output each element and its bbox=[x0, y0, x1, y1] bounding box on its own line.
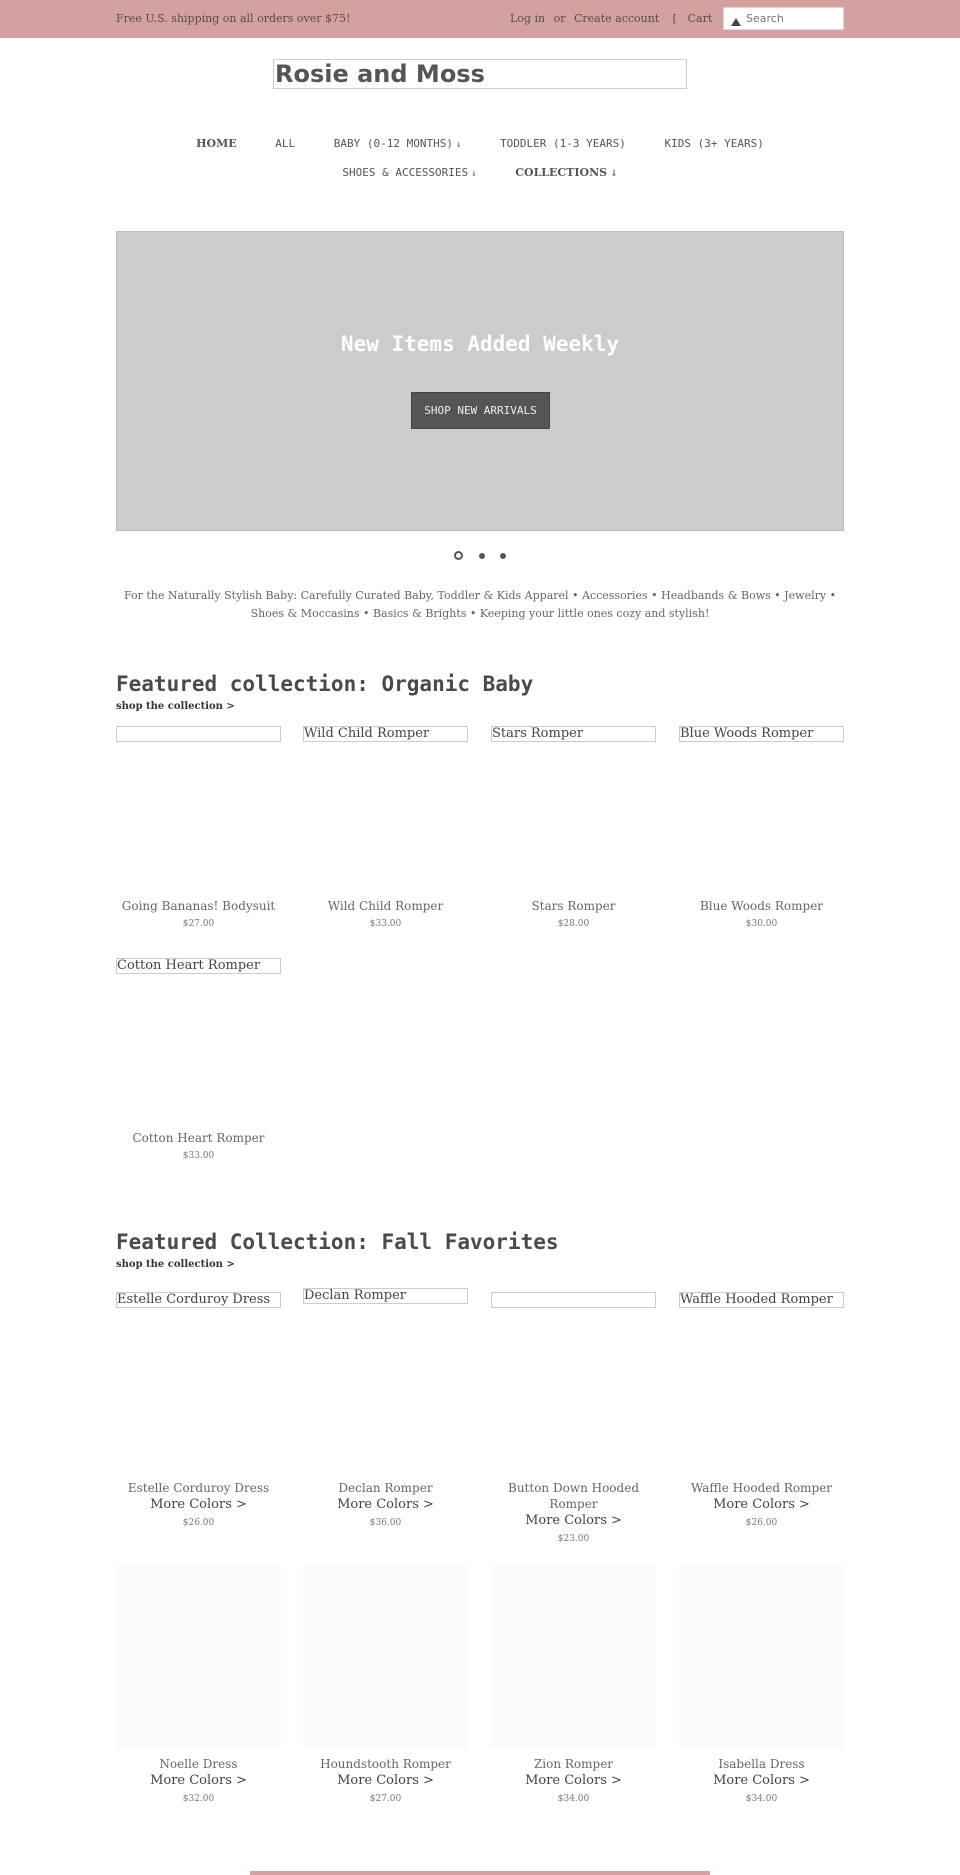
nav-all[interactable]: ALL bbox=[275, 137, 296, 150]
product-card[interactable] bbox=[679, 726, 844, 931]
product-name[interactable]: Cotton Heart Romper bbox=[132, 1131, 265, 1145]
product-price: $32.00 bbox=[182, 1794, 215, 1804]
product-image[interactable] bbox=[116, 726, 281, 742]
create-account-link[interactable]: Create account bbox=[573, 12, 660, 25]
nav-kids[interactable]: KIDS (3+ YEARS) bbox=[664, 137, 764, 150]
section-title-organic-baby: Featured collection: Organic Baby bbox=[116, 672, 534, 696]
product-price: $27.00 bbox=[369, 1794, 402, 1804]
product-image[interactable]: Cotton Heart Romper bbox=[116, 958, 281, 974]
product-name[interactable]: Isabella Dress bbox=[718, 1757, 805, 1771]
announcement-bar bbox=[0, 0, 960, 38]
nav-collections[interactable] bbox=[515, 166, 617, 179]
login-link[interactable]: Log in bbox=[510, 12, 546, 25]
product-card[interactable] bbox=[303, 1566, 468, 1806]
product-card[interactable] bbox=[303, 726, 468, 931]
more-colors-link[interactable]: More Colors > bbox=[150, 1773, 247, 1788]
search-input[interactable] bbox=[746, 10, 840, 27]
product-price: $28.00 bbox=[557, 919, 590, 929]
product-image[interactable]: Stars Romper bbox=[491, 726, 656, 742]
shop-collection-link[interactable]: shop the collection > bbox=[116, 1259, 235, 1270]
more-colors-link[interactable]: More Colors > bbox=[713, 1497, 810, 1512]
product-image[interactable] bbox=[491, 1292, 656, 1308]
product-name[interactable]: Going Bananas! Bodysuit bbox=[121, 899, 276, 913]
product-price: $34.00 bbox=[745, 1794, 778, 1804]
nav-toddler[interactable]: TODDLER (1-3 YEARS) bbox=[500, 137, 626, 150]
slide-dot-2[interactable] bbox=[479, 553, 485, 559]
store-tagline: For the Naturally Stylish Baby: Carefully Curated Baby, Toddler & Kids Apparel • Accessories • Headbands & Bows • Jewelry • Shoes & Moccasins • Basics & Brights • Keeping your little ones cozy and stylish! bbox=[123, 589, 837, 620]
product-card[interactable] bbox=[491, 1566, 656, 1806]
more-colors-link[interactable]: More Colors > bbox=[150, 1497, 247, 1512]
product-card[interactable] bbox=[116, 1292, 281, 1530]
slide-dot-1[interactable] bbox=[454, 551, 463, 560]
product-image[interactable] bbox=[303, 1566, 468, 1748]
shop-collection-link[interactable]: shop the collection > bbox=[116, 701, 235, 712]
shop-new-arrivals-button[interactable]: SHOP NEW ARRIVALS bbox=[411, 392, 550, 429]
product-name[interactable]: Blue Woods Romper bbox=[699, 899, 824, 913]
search-form bbox=[723, 7, 844, 30]
main-nav-row-2 bbox=[0, 166, 960, 179]
nav-shoes-label: SHOES & ACCESSORIES bbox=[342, 166, 469, 179]
nav-collections-label: COLLECTIONS bbox=[515, 166, 608, 179]
product-card[interactable] bbox=[116, 1566, 281, 1806]
cart-icon: [ bbox=[671, 12, 678, 25]
product-price: $33.00 bbox=[369, 919, 402, 929]
product-image[interactable] bbox=[679, 1566, 844, 1748]
product-name[interactable]: Button Down Hooded Romper bbox=[508, 1481, 639, 1511]
product-name[interactable]: Noelle Dress bbox=[159, 1757, 238, 1771]
cart-link[interactable] bbox=[671, 12, 712, 25]
product-image[interactable]: Waffle Hooded Romper bbox=[679, 1292, 844, 1308]
product-card[interactable] bbox=[116, 958, 281, 1163]
more-colors-link[interactable]: More Colors > bbox=[525, 1773, 622, 1788]
more-colors-link[interactable]: More Colors > bbox=[337, 1497, 434, 1512]
section-title-fall-favorites: Featured Collection: Fall Favorites bbox=[116, 1230, 559, 1254]
product-name[interactable]: Wild Child Romper bbox=[327, 899, 444, 913]
product-image[interactable]: Wild Child Romper bbox=[303, 726, 468, 742]
product-name[interactable]: Waffle Hooded Romper bbox=[690, 1481, 833, 1495]
more-colors-link[interactable]: More Colors > bbox=[337, 1773, 434, 1788]
shipping-notice: Free U.S. shipping on all orders over $75! bbox=[116, 12, 351, 25]
slideshow-dots bbox=[0, 545, 960, 564]
footer-divider bbox=[250, 1871, 710, 1875]
product-image[interactable]: Blue Woods Romper bbox=[679, 726, 844, 742]
product-price: $30.00 bbox=[745, 919, 778, 929]
hero-title: New Items Added Weekly bbox=[340, 332, 620, 356]
product-price: $26.00 bbox=[182, 1518, 215, 1528]
search-icon[interactable] bbox=[731, 18, 741, 26]
product-card[interactable] bbox=[491, 1292, 656, 1546]
product-price: $27.00 bbox=[182, 919, 215, 929]
product-card[interactable] bbox=[116, 726, 281, 931]
chevron-down-icon: ↓ bbox=[456, 140, 462, 150]
nav-baby-label: BABY (0-12 MONTHS) bbox=[333, 137, 454, 150]
more-colors-link[interactable]: More Colors > bbox=[713, 1773, 810, 1788]
product-price: $34.00 bbox=[557, 1794, 590, 1804]
product-card[interactable] bbox=[303, 1288, 468, 1530]
product-card[interactable] bbox=[679, 1566, 844, 1806]
product-price: $23.00 bbox=[557, 1534, 590, 1544]
product-name[interactable]: Houndstooth Romper bbox=[320, 1757, 451, 1771]
product-image[interactable] bbox=[491, 1566, 656, 1748]
nav-shoes-accessories[interactable] bbox=[342, 166, 476, 179]
product-price: $36.00 bbox=[369, 1518, 402, 1528]
product-price: $33.00 bbox=[182, 1151, 215, 1161]
chevron-down-icon: ↓ bbox=[471, 169, 477, 179]
account-links bbox=[510, 12, 664, 25]
product-name[interactable]: Stars Romper bbox=[531, 899, 616, 913]
or-text: or bbox=[553, 12, 566, 25]
chevron-down-icon: ↓ bbox=[610, 169, 618, 179]
product-name[interactable]: Estelle Corduroy Dress bbox=[127, 1481, 270, 1495]
main-nav-row-1 bbox=[0, 137, 960, 150]
product-name[interactable]: Declan Romper bbox=[338, 1481, 433, 1495]
nav-home[interactable]: HOME bbox=[196, 137, 237, 150]
nav-baby[interactable] bbox=[334, 137, 462, 150]
more-colors-link[interactable]: More Colors > bbox=[525, 1513, 622, 1528]
slide-dot-3[interactable] bbox=[500, 553, 506, 559]
product-card[interactable] bbox=[679, 1292, 844, 1530]
product-card[interactable] bbox=[491, 726, 656, 931]
product-image[interactable]: Estelle Corduroy Dress bbox=[116, 1292, 281, 1308]
cart-label: Cart bbox=[687, 12, 713, 25]
product-image[interactable] bbox=[116, 1566, 281, 1748]
product-price: $26.00 bbox=[745, 1518, 778, 1528]
product-name[interactable]: Zion Romper bbox=[533, 1757, 614, 1771]
product-image[interactable]: Declan Romper bbox=[303, 1288, 468, 1304]
site-logo[interactable]: Rosie and Moss bbox=[273, 59, 687, 89]
hero-slideshow bbox=[116, 231, 844, 531]
